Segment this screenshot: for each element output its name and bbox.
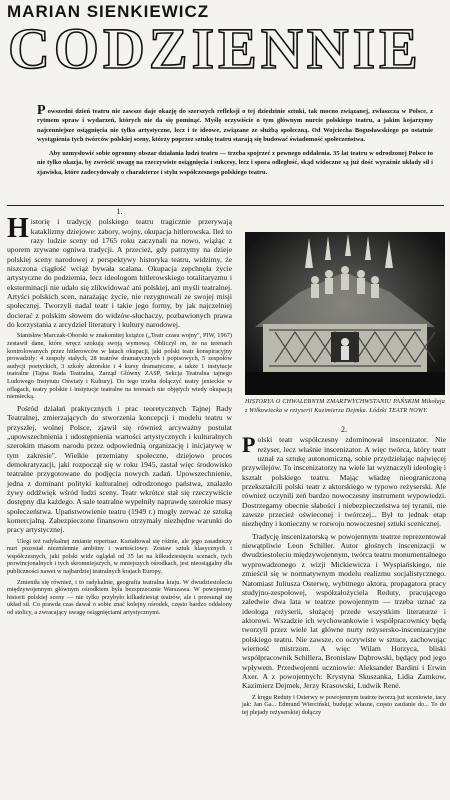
stage-scene-image (245, 232, 445, 395)
left-text-1: istorię i tradycję polskiego teatru tragicznie przerywają kataklizmy dziejowe: zabory, wojny, okupacja hitlerowska. Ileż to razy ludzie sceny od 1765 roku zaczynali na nowo, wiążąc z uporem zrywane ogniwa tradycji. A przecież, gdy patrzymy na dzieje polskiej sceny narodowej z perspektywy historyka teatru, widzimy, że niszczona ciągłość wciąż bywała scalana. Okupacja zepchnęła życie artystyczne do podziemia, lecz ideologom hitlerowskiego totalitaryzmu i eksterminacji nie udało się zlikwidować ani polskiej, ani myśli teatralnej. Artyści polskich scen, narażając życie, nie rezygnowali ze swojej misji społecznej. Tworzyli nadal teatr i takie jego formy, by jak najczelniej docierać z polskim słowem do widzów-słuchaczy, pozbawionych prawa do korzystania z arcydzieł literatury i kultury narodowej. (7, 217, 232, 330)
right-text-3: Z kręgu Reduty i Osterwy w powojennym teatrze tworzą już uczniowie, tacy jak: Jan Ga... Edmund Wierciński, budując własne, często zaufanie do... To do tej plejady reżyserskiej dołączy (242, 693, 446, 716)
lead-paragraph (37, 103, 433, 182)
author-name: MARIAN SIENKIEWICZ (7, 2, 210, 21)
left-column (7, 206, 232, 620)
right-text-2: Tradycję inscenizatorską w powojennym teatrze reprezentował niewątpliwie Leon Schiller. Autor głośnych inscenizacji w dwudziestoleciu międzywojennym, twórca teatru monumentalnego wyprowadzonego z wizji Mickiewicza i Wyspiańskiego, nie zmieścił się w normatywnym modelu realizmu socjalistycznego. Natomiast Juliusza Osterwę, wybitnego aktora, propagatora pracy studyjno-zespołowej, współzałożyciela Reduty, pracującego zaledwie dwa lata w teatrze powojennym — trzeba uznać za ideologa reżyserii, służącej przede wszystkim literaturze i aktorowi. Wszadzie ich wychowankowie i współpracownicy będą tworzyli przez wiele lat główne nurty reżysersko-inscenizacyjne polskiego teatru. Nie zawsze, co oczywiste w sztuce, zachowując wierność mistrzom. A więc Wilam Horzyca, bliski współpracownik Schillera, Bronisław Dąbrowski, będący pod jego wpływem. Przedwojenni uczniowie: Aleksander Bardini i Erwin Axer. A z powojennych: Krystyna Skuszanka, Lidia Zamkow, Kazimierz Dejmek, Jerzy Krasowski, Ludwik René. (242, 531, 446, 691)
dropcap-p: P (242, 432, 256, 458)
dropcap-h: H (7, 213, 29, 245)
photo-caption: HISTORYA O CHWALEBNYM ZMARTWYCHWSTANIU PAŃSKIM Mikołaja z Wilkowiecka w reżyserii Kazimierza Dejmka. Łódzki TEATR NOWY. (245, 399, 445, 414)
stage-photo (245, 232, 445, 395)
right-column (242, 424, 446, 719)
right-text-1: olski teatr współczesny zdominował inscenizator. Nie reżyser, lecz właśnie inscenizator. A więc twórca, który teatr uznał za sztukę autonomiczną, sobie przydzielając najwięcej przywilejów. To inscenizatorzy na wiele lat wyznaczyli ideologię i kształt polskiego teatru. Mając władzę nieograniczoną przekształcili polski teatr z aktorskiego w typowo reżyserski. Ale również uczynili zeń bardzo nowoczesny instrument wypowiedzi. Dostrzegamy obecnie słabości i niebezpieczeństwa tej tyranii, nie zawsze przecież oświeconej i twórczej... Był to jednak etap niezbędny i konieczny w rozwoju nowoczesnej sztuki scenicznej. (242, 435, 446, 529)
left-text-4: Ulegi też radykalnej zmianie repertuar. Kształtował się różnie, ale jego zasadniczy nurt pozostał niezmiennie ambitny i wartościowy. Zestaw sztuk klasycznych i współczesnych, jaki polski widz oglądał od 35 lat na kilkudziesięciu scenach, tych prowincjonalnych i tych skromniejszych, w mniejszych ośrodkach, jest nieosiągalny dla publiczności nawet w najbardziej teatralnych krajach Europy. (7, 537, 232, 575)
lead-text-1: owszedni dzień teatru nie zawsze daje okazję do szerszych refleksji o tej dziedzinie sztuki, tak mocno związanej, zwłaszcza w Polsce, z rytmem spraw i wydarzeń, których nie da się pominąć. Myślę oczywiście o tym głównym nurcie polskiego teatru, a jakim kojarzymy najcenniejsze osiągnięcia nie tylko artystyczne, lecz i te ideowe, związane ze służbą społeczną. Od Wojciecha Bogusławskiego po ostatnie wystąpienia tych twórców polskiej sceny, którzy poprzez sztukę teatru starają się budować świadomość społeczeństwa. (37, 108, 433, 143)
section-number-2: 2. (341, 425, 347, 434)
lead-dropcap: P (37, 103, 46, 118)
left-text-3: Pośród działań praktycznych i prac teoretycznych Tajnej Rady Teatralnej, zmierzających do stworzenia koncepcji i modelu teatru w przyszłej, wolnej Polsce, zjawił się również arcyważny postulat „upowszechnienia i udostępnienia wartości artystycznych i kulturalnych szerokim masom narodu przez odpowiednią organizację i inicjatywę w tym zakresie". Wielkie przemiany społeczne, dziejowo proces demokratyzacji, jaki rozpoczął się w roku 1945, zastał więc środowisko teatralne przygotowane do podjęcia nowych zadań. Upowszechnienie, jedna z dominant polityki kulturalnej odrodzonego państwa, znalazło żywy oddźwięk wśród ludzi sceny. Teatr wkrótce stał się rzeczywiście dostępny dla każdego. A sale teatralne wypełniły naprawdę szerokie masy społeczeństwa. Upaństwowienie teatru (1949 r.) mogły zerwać ze sztuką komercjalną. Zabezpieczone finansowo otrzymały niezbędne warunki do pracy artystycznej. (7, 403, 232, 535)
left-text-5: Zmieniła się również, i to radykalnie, geografia teatralna kraju. W dwudziestoleciu międzywojennym głównym ośrodkiem była bezsprzecznie Warszawa. W powojennej historii polskiej sceny — nie tylko przybyło kilkadziesiąt teatrów, ale i przesunął się układ sił. Co prawda czas dawał o sobie znać kolejny ośrodek, często bardzo oddalony od stolicy, a zwracający uwagę osiągnięciami artystycznymi. (7, 578, 232, 616)
lead-text-2: Aby uzmysłowić sobie ogromny obszar działania ludzi teatru — trzeba spojrzeć z pewnego oddalenia. 35 lat teatru w odrodzonej Polsce to nie tylko okazja, by zwrócić uwagę na rzeczywiste osiągnięcia i sukcesy, lecz i spora odległość, skąd widoczne są już dość wyraźnie układy sił i zjawiska, które zadecydowały o charakterze i stylu współczesnego polskiego teatru. (37, 150, 433, 176)
section-number-1: 1. (116, 207, 123, 216)
left-text-2: Stanisław Marczak-Oborski w znakomitej książce („Teatr czasu wojny", PIW, 1967) zestawił dane, które wręcz szokują swoją wymową. Obliczył on, że na terenach kontrolowanych przez hitlerowców w latach okupacji, jaki polski teatr konspiracyjny prowadziły: 4 zespoły stałych, 28 teatrów dramatycznych i popisowych, 5 zespołów audycji poetyckich, 3 szkoły aktorskie i 4 kursy dramatyczne, a także 1 instytucje teatralne (Tajna Rada Teatralna, Zarząd Główny ZASP, Sekcja Teatralna tajnego Ludowego Instytutu Oświaty i Kultury). Do tego trzeba dołączyć teatry jenieckie w oflagach, teatry polskie i instytucje teatralne na terenach nie objętych wtedy okupacją niemiecką. (7, 332, 232, 401)
article-title: CODZIENNIE (8, 16, 422, 81)
